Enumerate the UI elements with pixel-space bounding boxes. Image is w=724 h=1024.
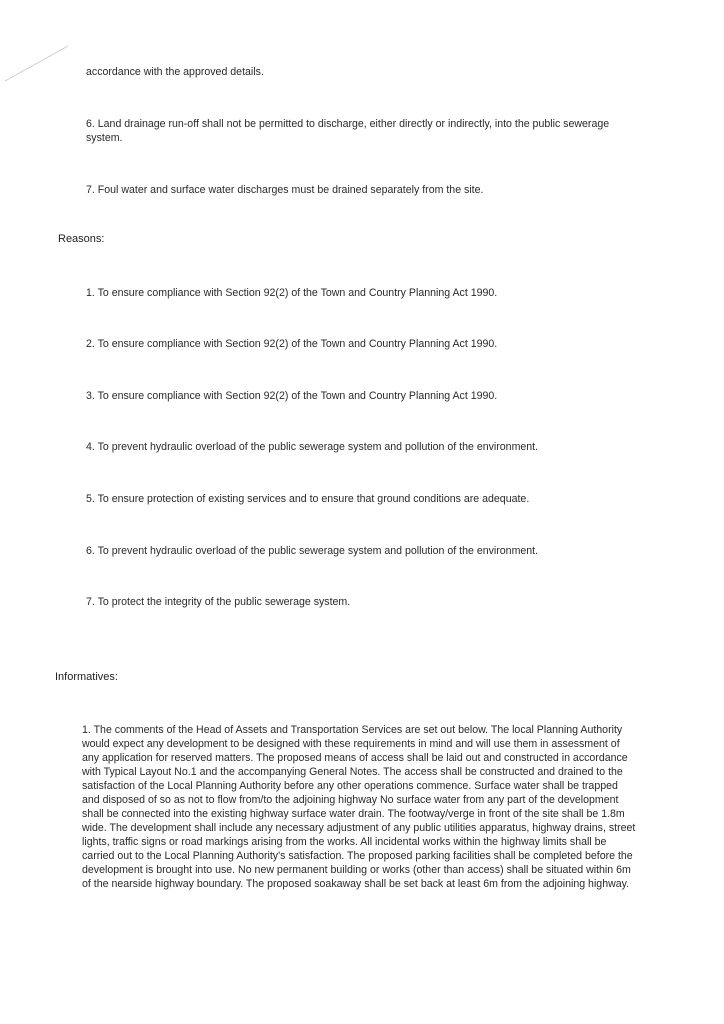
condition-7-text: 7. Foul water and surface water discharges must be drained separately from the site.: [86, 184, 484, 196]
informative-line: satisfaction of the Local Planning Authority before any other operations commence. Surface water shall be trapped: [82, 780, 618, 792]
informative-1-paragraph: [82, 723, 682, 891]
informative-line: carried out to the Local Planning Authority's satisfaction. The proposed parking facilities shall be completed before the: [82, 850, 633, 862]
informative-line: and disposed of so as not to flow from/to the adjoining highway No surface water from any part of the development: [82, 794, 619, 806]
condition-carryover-text: accordance with the approved details.: [86, 66, 264, 78]
informative-line: any application for reserved matters. The proposed means of access shall be laid out and constructed in accordance: [82, 752, 628, 764]
informative-line: shall be connected into the existing highway surface water drain. The footway/verge in front of the site shall be 1.8m: [82, 808, 625, 820]
reason-item: 6. To prevent hydraulic overload of the public sewerage system and pollution of the environment.: [86, 545, 539, 557]
reason-item: 7. To protect the integrity of the public sewerage system.: [86, 596, 351, 608]
informative-line: 1. The comments of the Head of Assets and Transportation Services are set out below. The local Planning Authority: [82, 724, 623, 736]
reason-item: 5. To ensure protection of existing services and to ensure that ground conditions are adequate.: [86, 493, 530, 505]
informative-line: would expect any development to be designed with these requirements in mind and will use them in assessment of: [82, 738, 620, 750]
informative-line: lights, traffic signs or road markings arising from the works. All incidental works within the highway limits shall be: [82, 836, 607, 848]
informative-line: wide. The development shall include any necessary adjustment of any public utilities apparatus, highway drains, street: [82, 822, 636, 834]
condition-6-line-1: 6. Land drainage run-off shall not be permitted to discharge, either directly or indirectly, into the public sewerage: [86, 118, 610, 130]
reason-item: 1. To ensure compliance with Section 92(2) of the Town and Country Planning Act 1990.: [86, 287, 498, 299]
reason-item: 2. To ensure compliance with Section 92(2) of the Town and Country Planning Act 1990.: [86, 338, 498, 350]
informative-line: of the nearside highway boundary. The proposed soakaway shall be set back at least 6m from the adjoining highway.: [82, 878, 630, 890]
reason-item: 3. To ensure compliance with Section 92(2) of the Town and Country Planning Act 1990.: [86, 390, 498, 402]
condition-6-line-2: system.: [86, 132, 123, 144]
informatives-heading: Informatives:: [55, 671, 118, 683]
reason-item: 4. To prevent hydraulic overload of the public sewerage system and pollution of the environment.: [86, 441, 539, 453]
reasons-heading: Reasons:: [58, 233, 105, 245]
informative-line: development is brought into use. No new permanent building or works (other than access) shall be situated within 6m: [82, 864, 631, 876]
informative-line: with Typical Layout No.1 and the accompanying General Notes. The access shall be constructed and drained to the: [82, 766, 623, 778]
scan-mark: [4, 44, 70, 82]
